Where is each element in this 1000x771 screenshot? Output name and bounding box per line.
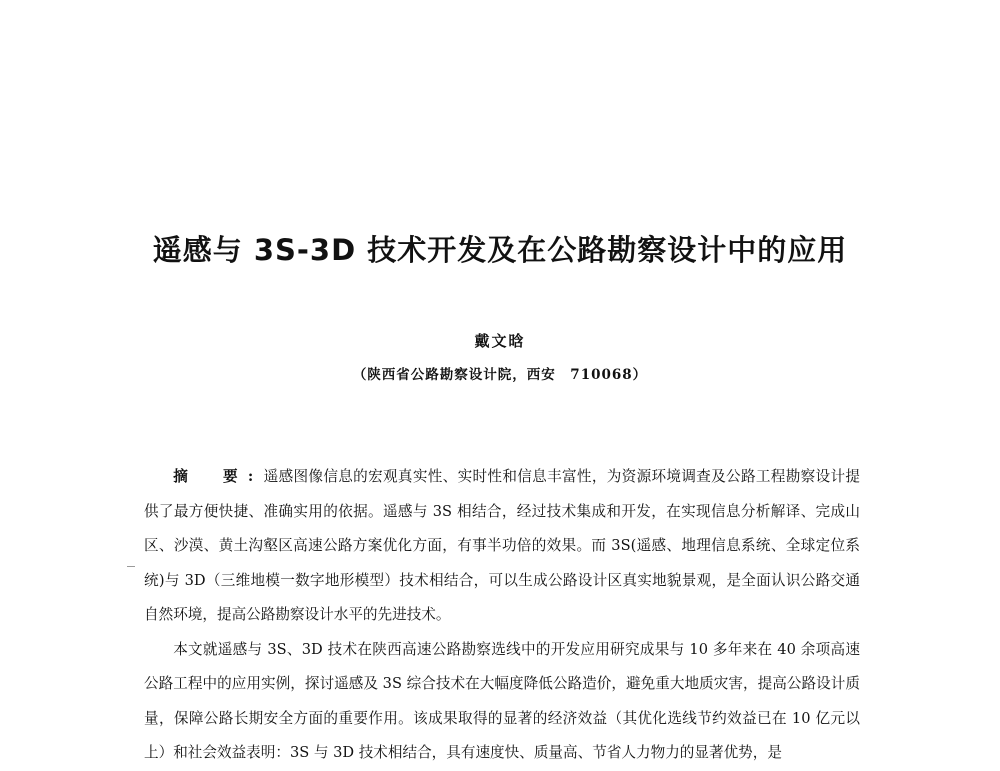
margin-mark xyxy=(127,566,135,567)
abstract-text: 遥感图像信息的宏观真实性、实时性和信息丰富性，为资源环境调查及公路工程勘察设计提供了最方便快捷、准确实用的依据。遥感与 3S 相结合，经过技术集成和开发，在实现信息分析解译、完成山区、沙漠、黄土沟壑区高速公路方案优化方面，有事半功倍的效果。而 3S(遥感、地理信息系统、全球定位系统)与 3D（三维地模一数字地形模型）技术相结合，可以生成公路设计区真实地貌景观，是全面认识公路交通自然环境，提高公路勘察设计水平的先进技术。 xyxy=(144,468,860,623)
body-paragraph: 本文就遥感与 3S、3D 技术在陕西高速公路勘察选线中的开发应用研究成果与 10 多年来在 40 余项高速公路工程中的应用实例，探讨遥感及 3S 综合技术在大幅度降低公路造价，避免重大地质灾害，提高公路设计质量，保障公路长期安全方面的重要作用。该成果取得的显著的经济效益（其优化选线节约效益已在 10 亿元以上）和社会效益表明：3S 与 3D 技术相结合，具有速度快、质量高、节省人力物力的显著优势，是 xyxy=(144,640,860,761)
author-name: 戴文晗 xyxy=(474,332,526,350)
abstract-paragraph xyxy=(144,460,860,633)
body-text xyxy=(144,460,860,771)
author-affiliation: （陕西省公路勘察设计院，西安 710068） xyxy=(352,367,648,383)
abstract-label: 摘 要: xyxy=(173,468,264,485)
paper-title: 遥感与 3S-3D 技术开发及在公路勘察设计中的应用 xyxy=(152,233,848,267)
